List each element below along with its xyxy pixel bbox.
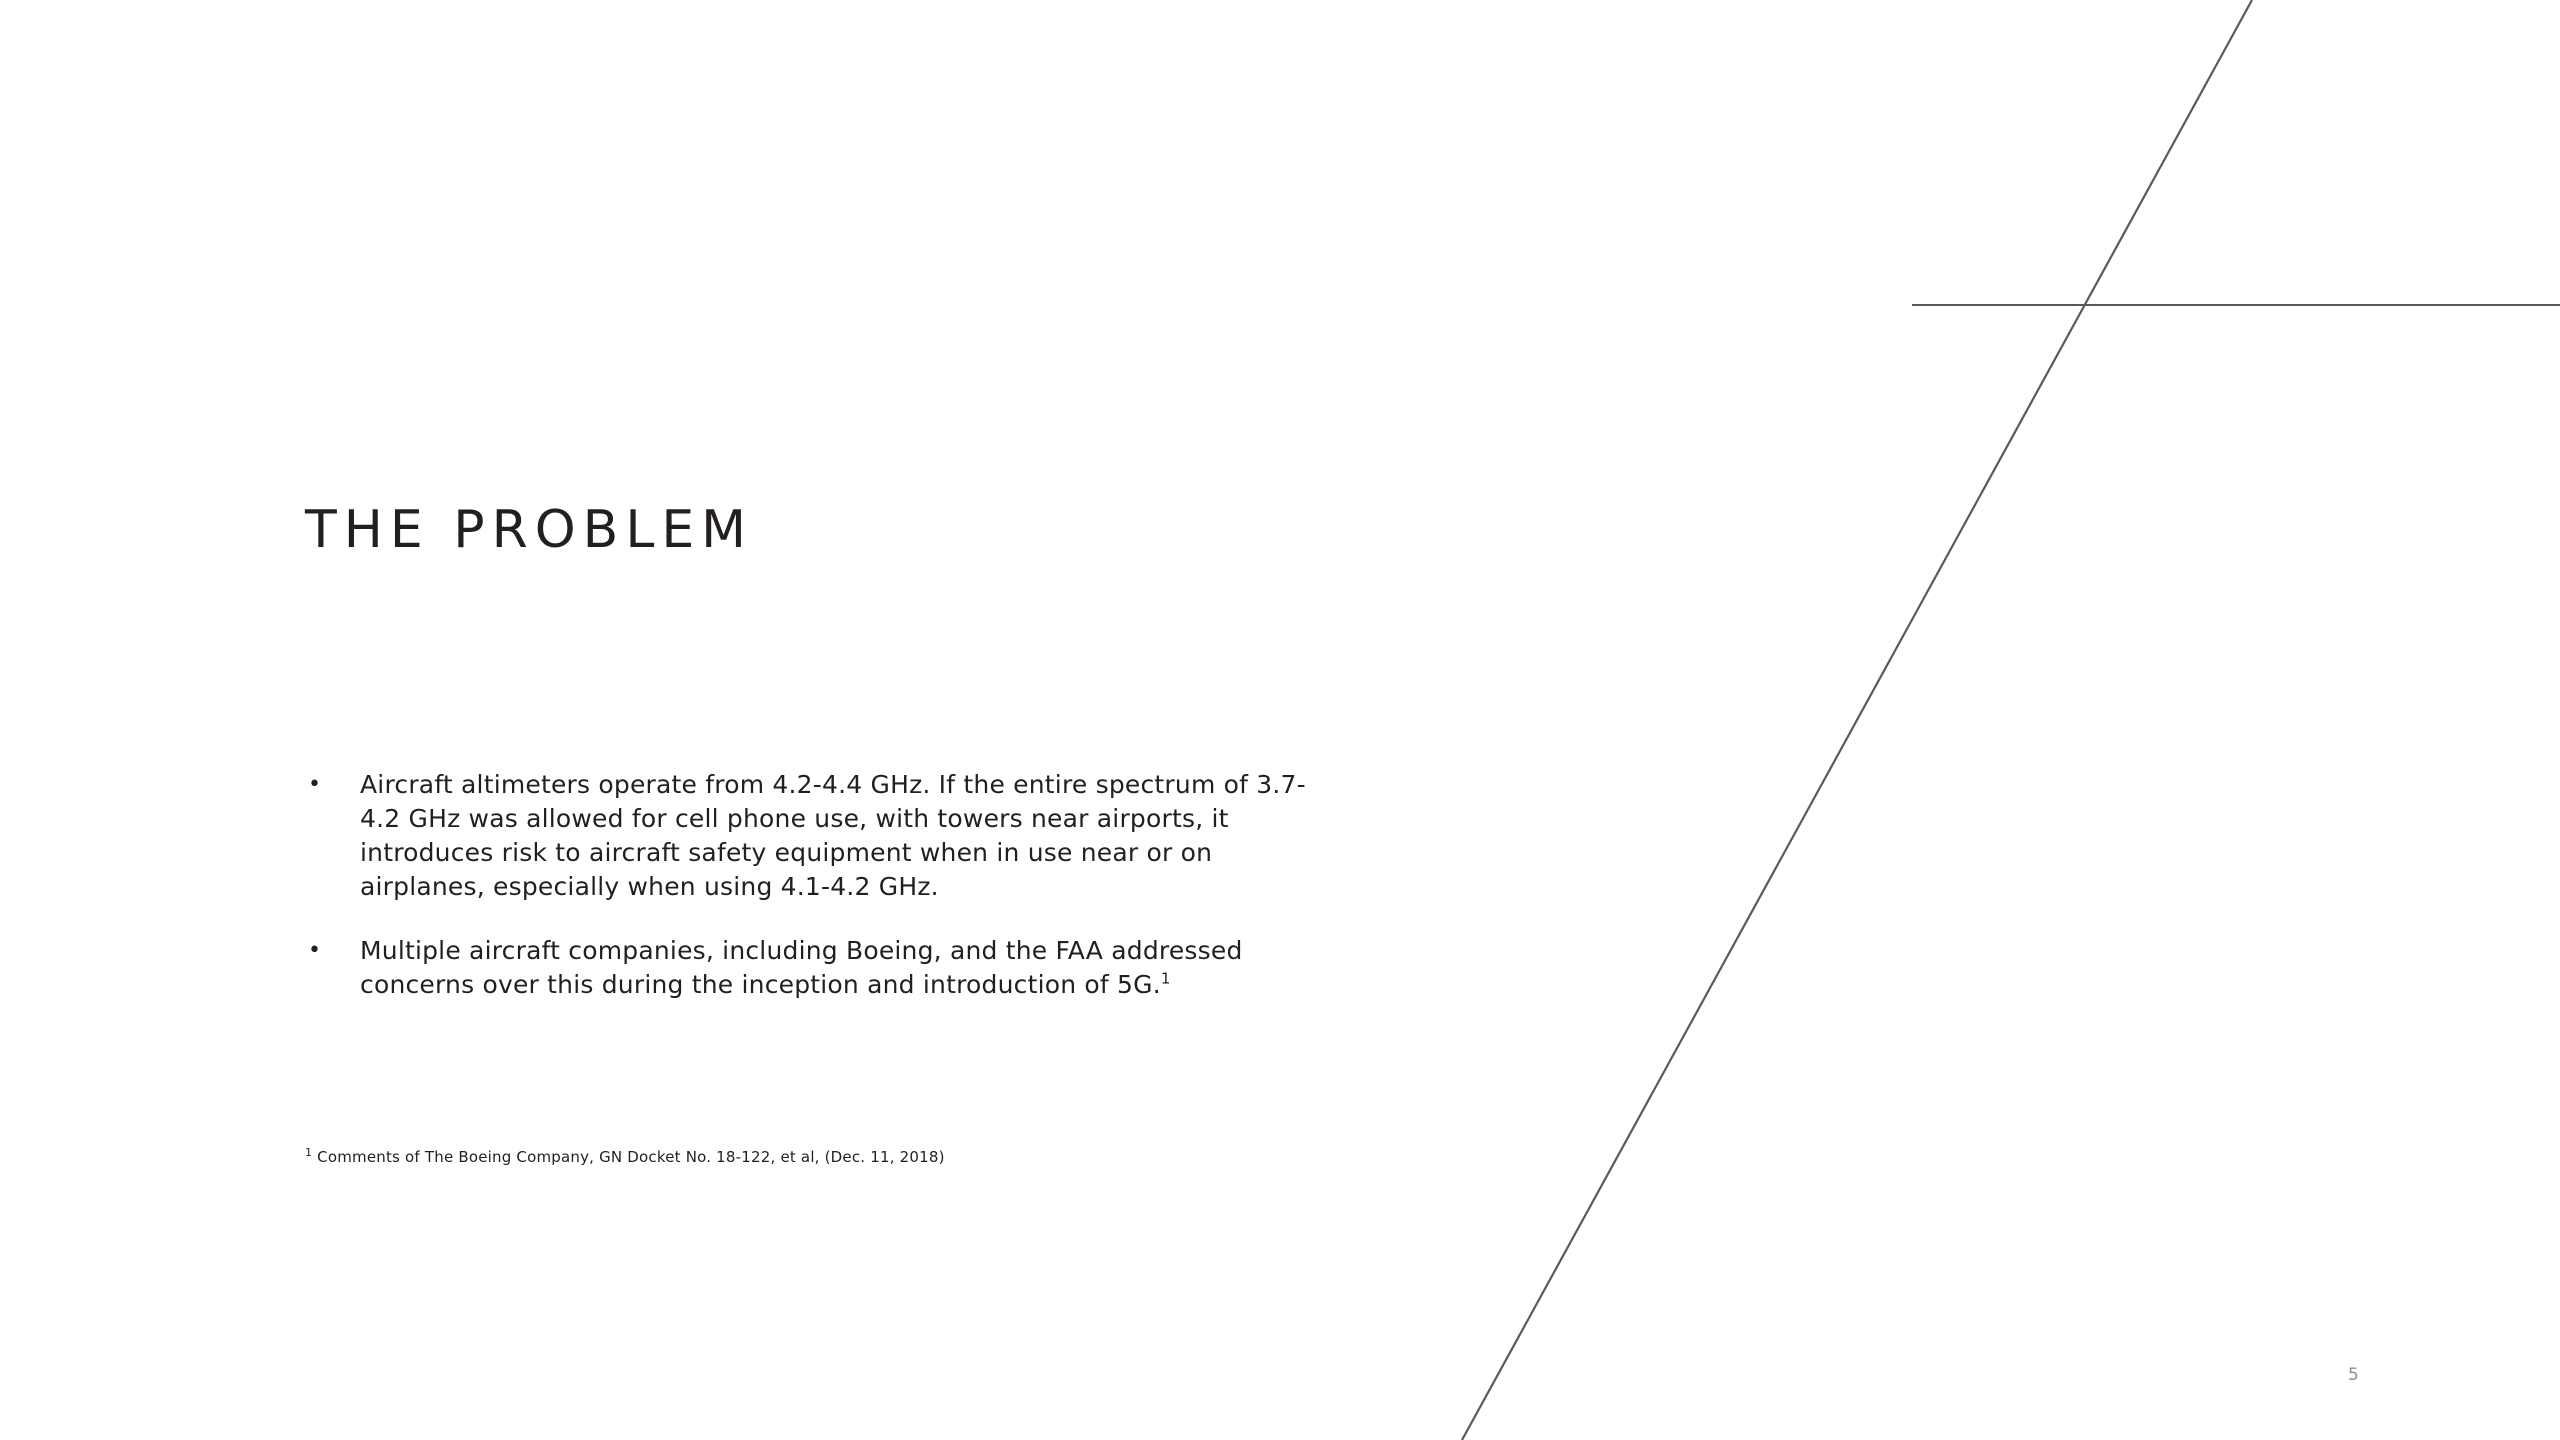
bullet-text — [360, 768, 1330, 904]
list-item — [300, 934, 1330, 1002]
footnote-marker: 1 — [305, 1146, 313, 1159]
footnote-reference: 1 — [1160, 969, 1171, 988]
bullet-text-body: Multiple aircraft companies, including Boeing, and the FAA addressed concerns over this during the inception and introduction of 5G. — [360, 936, 1243, 999]
footnote-text: Comments of The Boeing Company, GN Docket No. 18-122, et al, (Dec. 11, 2018) — [312, 1148, 945, 1166]
bullet-marker-icon: • — [308, 938, 321, 963]
page-number: 5 — [2348, 1365, 2359, 1385]
page-title: THE PROBLEM — [305, 500, 754, 560]
bullet-marker-icon: • — [308, 772, 321, 797]
bullet-list — [300, 768, 1330, 1032]
bullet-text — [360, 934, 1330, 1002]
bullet-text-body: Aircraft altimeters operate from 4.2-4.4 GHz. If the entire spectrum of 3.7-4.2 GHz was allowed for cell phone use, with towers near airports, it introduces risk to aircraft safety equipment when in use near or on airplanes, especially when using 4.1-4.2 GHz. — [360, 770, 1306, 901]
footnote — [305, 1148, 945, 1166]
list-item — [300, 768, 1330, 904]
